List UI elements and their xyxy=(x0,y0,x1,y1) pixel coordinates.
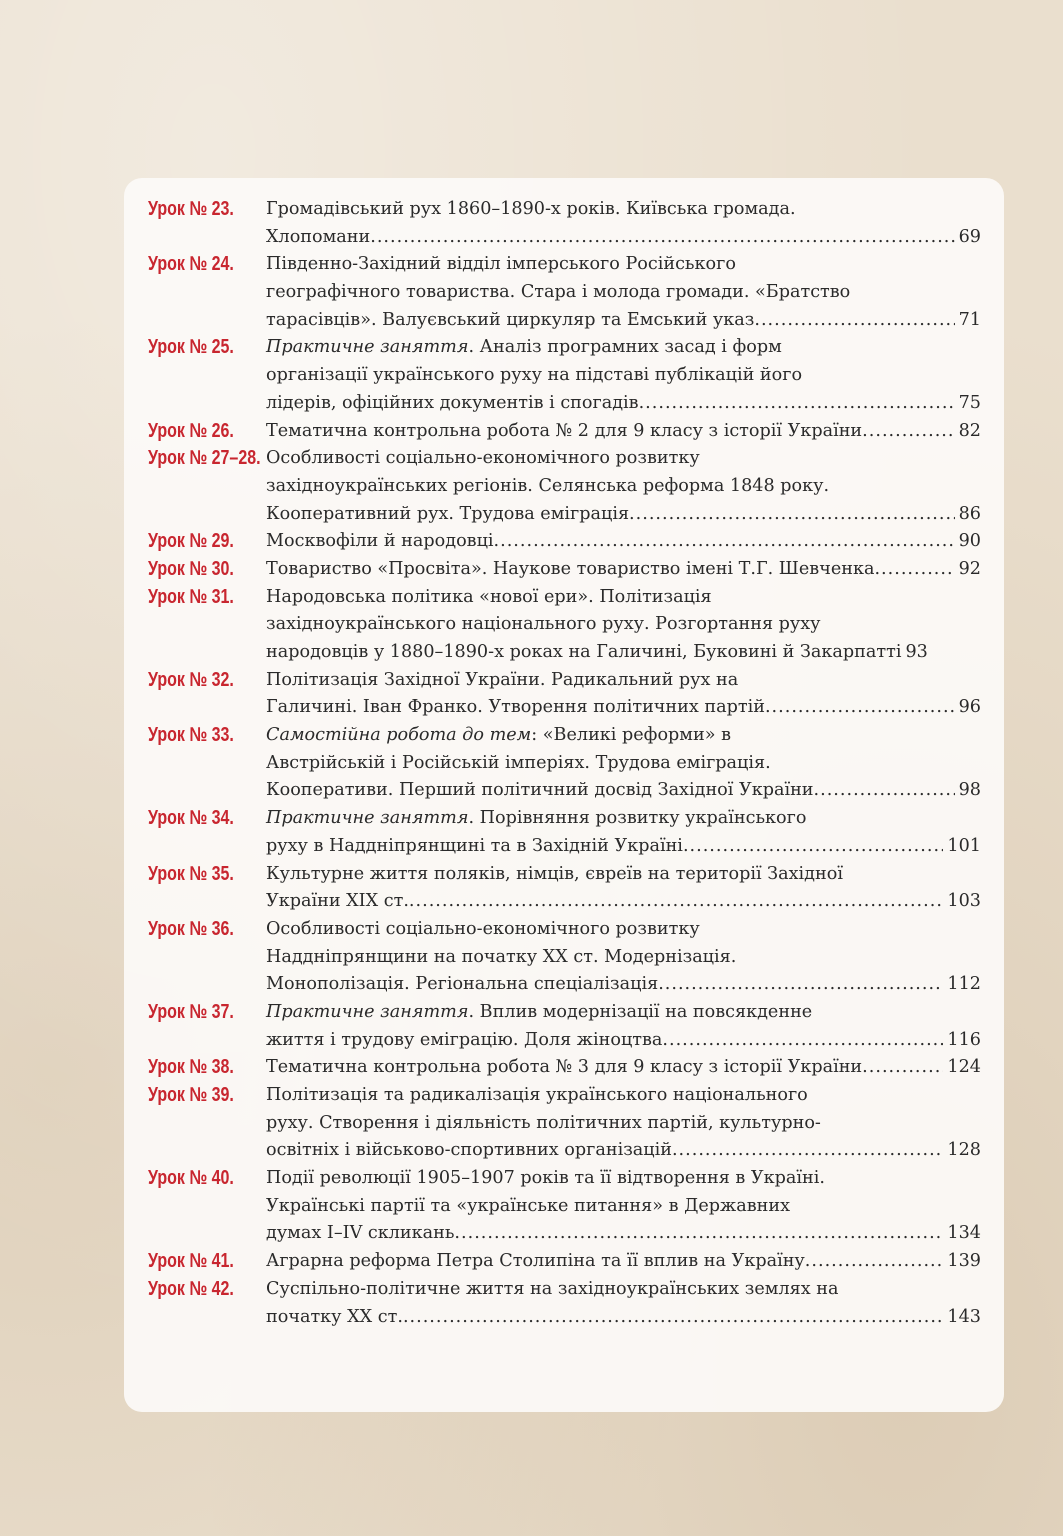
title-line xyxy=(266,916,981,944)
title-text xyxy=(266,1054,862,1082)
lesson-label: Урок № 27–28. xyxy=(148,447,261,470)
dot-leader xyxy=(805,1248,944,1276)
title-line xyxy=(266,334,981,362)
title-text-part: Політизація Західної України. Радикальний рух на xyxy=(266,669,739,690)
title-text-part: лідерів, офіційних документів і спогадів xyxy=(266,392,639,413)
title-line xyxy=(266,667,981,695)
title-text xyxy=(266,1168,825,1188)
title-text-part: географічного товариства. Стара і молода громади. «Братство xyxy=(266,282,851,303)
title-text xyxy=(266,694,765,722)
italic-lesson-type: Практичне заняття xyxy=(266,337,469,358)
toc-entry[interactable] xyxy=(148,556,981,584)
title-text-part: Австрійській і Російській імперіях. Трудова еміграція. xyxy=(266,752,771,773)
dot-leader xyxy=(454,1220,943,1248)
title-line xyxy=(266,1304,981,1332)
toc-entry[interactable] xyxy=(148,916,981,999)
title-line xyxy=(266,722,981,750)
page-number[interactable]: 112 xyxy=(947,974,981,995)
title-text xyxy=(266,365,802,385)
lesson-title xyxy=(266,528,981,556)
title-line xyxy=(266,1110,981,1138)
dot-leader xyxy=(683,833,943,861)
title-line xyxy=(266,971,981,999)
title-text-part: . Аналіз програмних засад і форм xyxy=(468,337,782,358)
page-number[interactable]: 124 xyxy=(947,1057,981,1078)
title-text xyxy=(266,1196,790,1216)
toc-entry[interactable] xyxy=(148,999,981,1054)
title-line xyxy=(266,251,981,279)
title-line xyxy=(266,584,981,612)
dot-leader xyxy=(672,1137,943,1165)
dot-leader xyxy=(639,390,955,418)
page-number[interactable]: 139 xyxy=(947,1251,981,1272)
title-text xyxy=(266,1027,662,1055)
title-text-part: життя і трудову еміграцію. Доля жіноцтва xyxy=(266,1029,663,1050)
title-line xyxy=(266,861,981,889)
page-number[interactable]: 90 xyxy=(958,531,981,552)
title-text xyxy=(266,501,629,529)
lesson-label: Урок № 30. xyxy=(148,557,234,580)
lesson-label: Урок № 26. xyxy=(148,419,234,442)
title-text-part: організації українського руху на підставі публікацій його xyxy=(266,365,803,386)
title-text-part: руху. Створення і діяльність політичних партій, культурно- xyxy=(266,1112,821,1133)
dot-leader xyxy=(874,556,954,584)
title-text-part: Суспільно-політичне життя на західноукраїнських землях на xyxy=(266,1278,839,1299)
toc-entry[interactable] xyxy=(148,251,981,334)
lesson-label: Урок № 24. xyxy=(148,253,234,276)
title-text-part: Наддніпрянщини на початку XX ст. Модернізація. xyxy=(266,946,737,967)
lesson-label: Урок № 39. xyxy=(148,1084,234,1106)
title-text xyxy=(266,254,736,274)
title-text xyxy=(266,639,901,667)
title-text xyxy=(266,1279,838,1299)
title-line xyxy=(266,362,981,390)
dot-leader xyxy=(814,777,955,805)
title-text xyxy=(266,307,754,335)
title-text xyxy=(266,224,370,252)
lesson-title xyxy=(266,1276,981,1331)
title-line xyxy=(266,1165,981,1193)
toc-entry[interactable] xyxy=(148,196,981,251)
title-text-part: Кооперативний рух. Трудова еміграція xyxy=(266,503,630,524)
lesson-label: Урок № 40. xyxy=(148,1167,234,1190)
title-line xyxy=(266,1082,981,1110)
title-text-part: Тематична контрольна робота № 2 для 9 класу з історії України xyxy=(266,420,863,441)
title-text-part: : «Великі реформи» в xyxy=(531,725,731,746)
dot-leader xyxy=(662,1027,943,1055)
title-text-part: Події революції 1905–1907 років та її відтворення в Україні. xyxy=(266,1168,825,1189)
title-line xyxy=(266,777,981,805)
title-text-part: Товариство «Просвіта». Наукове товариство імені Т.Г. Шевченка xyxy=(266,558,875,579)
title-text-part: Кооперативи. Перший політичний досвід Західної України xyxy=(266,780,814,801)
title-line xyxy=(266,1276,981,1304)
page-number[interactable]: 96 xyxy=(958,697,981,718)
title-text-part: народовців у 1880–1890-х роках на Галичині, Буковині й Закарпатті xyxy=(266,642,902,662)
title-text xyxy=(266,777,814,805)
title-line xyxy=(266,390,981,418)
title-line xyxy=(266,224,981,252)
title-line xyxy=(266,999,981,1027)
title-text-part: тарасівців». Валуєвський циркуляр та Емський указ xyxy=(266,309,755,330)
lesson-title xyxy=(266,861,981,916)
toc-entry[interactable] xyxy=(148,722,981,805)
title-line xyxy=(266,279,981,307)
toc-entry[interactable] xyxy=(148,1082,981,1165)
title-text-part: Культурне життя поляків, німців, євреїв на території Західної xyxy=(266,863,843,884)
toc-entry[interactable] xyxy=(148,528,981,556)
title-text xyxy=(266,337,782,357)
title-line xyxy=(266,944,981,972)
title-text xyxy=(266,448,700,468)
page-number[interactable]: 86 xyxy=(958,503,981,524)
dot-leader xyxy=(403,1304,943,1332)
title-text-part: руху в Наддніпрянщині та в Західній Україні xyxy=(266,835,683,856)
lesson-title xyxy=(266,916,981,999)
dot-leader xyxy=(370,224,954,252)
title-text-part: . Вплив модернізації на повсякденне xyxy=(468,1001,813,1022)
title-line xyxy=(266,750,981,778)
lesson-label: Урок № 31. xyxy=(148,585,234,608)
page-number[interactable]: 69 xyxy=(958,226,981,247)
title-text xyxy=(266,864,843,884)
title-line xyxy=(266,196,981,224)
dot-leader xyxy=(409,888,943,916)
title-text-part: Особливості соціально-економічного розвитку xyxy=(266,918,700,939)
title-line xyxy=(266,418,981,446)
toc-entry[interactable] xyxy=(148,334,981,417)
title-text xyxy=(266,947,736,967)
lesson-label: Урок № 41. xyxy=(148,1250,234,1273)
lesson-title xyxy=(266,251,981,334)
dot-leader xyxy=(862,418,954,446)
lesson-label: Урок № 35. xyxy=(148,862,234,885)
lesson-title xyxy=(266,1054,981,1082)
title-text-part: Хлопомани xyxy=(266,226,371,247)
title-line xyxy=(266,805,981,833)
toc-entry[interactable] xyxy=(148,1054,981,1082)
page-number[interactable]: 116 xyxy=(947,1029,981,1050)
title-text-part: Галичині. Іван Франко. Утворення політичних партій xyxy=(266,697,765,718)
toc-entry[interactable] xyxy=(148,805,981,860)
title-text xyxy=(266,808,806,828)
lesson-label: Урок № 33. xyxy=(148,724,234,747)
title-text-part: Монополізація. Регіональна спеціалізація xyxy=(266,974,659,995)
title-text-part: початку XX ст. xyxy=(266,1306,403,1327)
title-line xyxy=(266,694,981,722)
page-number[interactable]: 101 xyxy=(947,835,981,856)
table-of-contents xyxy=(148,196,981,1331)
page-number[interactable]: 71 xyxy=(958,309,981,330)
italic-lesson-type: Практичне заняття xyxy=(266,808,469,829)
title-line xyxy=(266,473,981,501)
lesson-title xyxy=(266,805,981,860)
title-text xyxy=(266,199,796,219)
page-number[interactable]: 143 xyxy=(947,1306,981,1327)
lesson-title xyxy=(266,334,981,417)
lesson-label: Урок № 37. xyxy=(148,1000,234,1023)
title-text xyxy=(266,725,731,745)
title-line xyxy=(266,307,981,335)
title-line xyxy=(266,1193,981,1221)
title-line xyxy=(266,639,981,667)
title-text xyxy=(266,1002,812,1022)
title-text xyxy=(266,833,683,861)
toc-entry[interactable] xyxy=(148,667,981,722)
lesson-title xyxy=(266,722,981,805)
title-text-part: Москвофіли й народовці xyxy=(266,531,494,552)
title-text xyxy=(266,971,658,999)
title-line xyxy=(266,528,981,556)
title-text-part: західноукраїнського національного руху. Розгортання руху xyxy=(266,614,821,635)
title-text xyxy=(266,753,771,773)
title-text xyxy=(266,1220,454,1248)
title-text xyxy=(266,670,738,690)
title-text-part: Політизація та радикалізація українського національного xyxy=(266,1085,808,1105)
title-text xyxy=(266,390,639,418)
title-text-part: Південно-Західний відділ імперського Російського xyxy=(266,254,736,275)
italic-lesson-type: Самостійна робота до тем xyxy=(266,725,532,746)
title-text xyxy=(266,1304,403,1332)
title-line xyxy=(266,833,981,861)
title-text-part: освітніх і військово-спортивних організацій xyxy=(266,1140,672,1161)
page-number[interactable]: 134 xyxy=(947,1223,981,1244)
title-text xyxy=(266,919,700,939)
title-line xyxy=(266,1220,981,1248)
title-line xyxy=(266,556,981,584)
lesson-label: Урок № 25. xyxy=(148,336,234,359)
title-text-part: Особливості соціально-економічного розвитку xyxy=(266,448,700,469)
title-line xyxy=(266,1027,981,1055)
dot-leader xyxy=(494,528,955,556)
dot-leader xyxy=(629,501,955,529)
page-number[interactable]: 93 xyxy=(905,642,928,662)
page-number[interactable]: 128 xyxy=(947,1140,981,1161)
lesson-label: Урок № 42. xyxy=(148,1277,234,1300)
title-text xyxy=(266,476,829,496)
lesson-title xyxy=(266,556,981,584)
title-text-part: Аграрна реформа Петра Столипіна та її вплив на Україну xyxy=(266,1251,805,1272)
title-text-part: думах I–IV скликань xyxy=(266,1223,455,1244)
title-text-part: Українські партії та «українське питання» в Державних xyxy=(266,1195,790,1216)
title-line xyxy=(266,501,981,529)
lesson-title xyxy=(266,196,981,251)
lesson-label: Урок № 32. xyxy=(148,668,234,691)
title-text-part: України XIX ст. xyxy=(266,891,409,912)
dot-leader xyxy=(765,694,955,722)
lesson-title xyxy=(266,1248,981,1276)
title-text-part: Тематична контрольна робота № 3 для 9 класу з історії України xyxy=(266,1057,863,1078)
toc-entry[interactable] xyxy=(148,445,981,528)
title-text xyxy=(266,282,850,302)
title-text-part: Народовська політика «нової ери». Політизація xyxy=(266,586,712,607)
title-text xyxy=(266,1248,805,1276)
title-line xyxy=(266,1137,981,1165)
lesson-title xyxy=(266,999,981,1054)
page-number[interactable]: 82 xyxy=(958,420,981,441)
title-text xyxy=(266,614,821,634)
toc-entry[interactable] xyxy=(148,584,981,667)
title-text xyxy=(266,1085,808,1105)
toc-entry[interactable] xyxy=(148,861,981,916)
dot-leader xyxy=(862,1054,943,1082)
title-text xyxy=(266,556,874,584)
dot-leader xyxy=(658,971,943,999)
title-line xyxy=(266,1248,981,1276)
title-line xyxy=(266,1054,981,1082)
title-text xyxy=(266,1137,672,1165)
page-number[interactable]: 98 xyxy=(958,780,981,801)
lesson-title xyxy=(266,667,981,722)
title-text-part: Громадівський рух 1860–1890-х років. Київська громада. xyxy=(266,199,796,219)
lesson-title xyxy=(266,1082,981,1165)
title-text-part: . Порівняння розвитку українського xyxy=(468,808,807,829)
lesson-label: Урок № 38. xyxy=(148,1056,234,1079)
lesson-title xyxy=(266,445,981,528)
toc-entry[interactable] xyxy=(148,418,981,446)
toc-entry[interactable] xyxy=(148,1248,981,1276)
title-line xyxy=(266,611,981,639)
dot-leader xyxy=(754,307,954,335)
toc-entry[interactable] xyxy=(148,1276,981,1331)
italic-lesson-type: Практичне заняття xyxy=(266,1001,469,1022)
lesson-title xyxy=(266,1165,981,1248)
toc-entry[interactable] xyxy=(148,1165,981,1248)
lesson-label: Урок № 23. xyxy=(148,198,234,220)
title-text-part: західноукраїнських регіонів. Селянська реформа 1848 року. xyxy=(266,475,830,496)
title-text xyxy=(266,888,409,916)
lesson-label: Урок № 29. xyxy=(148,530,234,553)
title-line xyxy=(266,888,981,916)
title-text xyxy=(266,528,494,556)
title-text xyxy=(266,1113,821,1133)
lesson-label: Урок № 36. xyxy=(148,917,234,940)
page-number[interactable]: 103 xyxy=(947,891,981,912)
lesson-title xyxy=(266,418,981,446)
title-line xyxy=(266,445,981,473)
title-text xyxy=(266,418,862,446)
title-text xyxy=(266,587,712,607)
page-number[interactable]: 92 xyxy=(958,558,981,579)
page-number[interactable]: 75 xyxy=(958,392,981,413)
lesson-title xyxy=(266,584,981,667)
lesson-label: Урок № 34. xyxy=(148,807,234,830)
